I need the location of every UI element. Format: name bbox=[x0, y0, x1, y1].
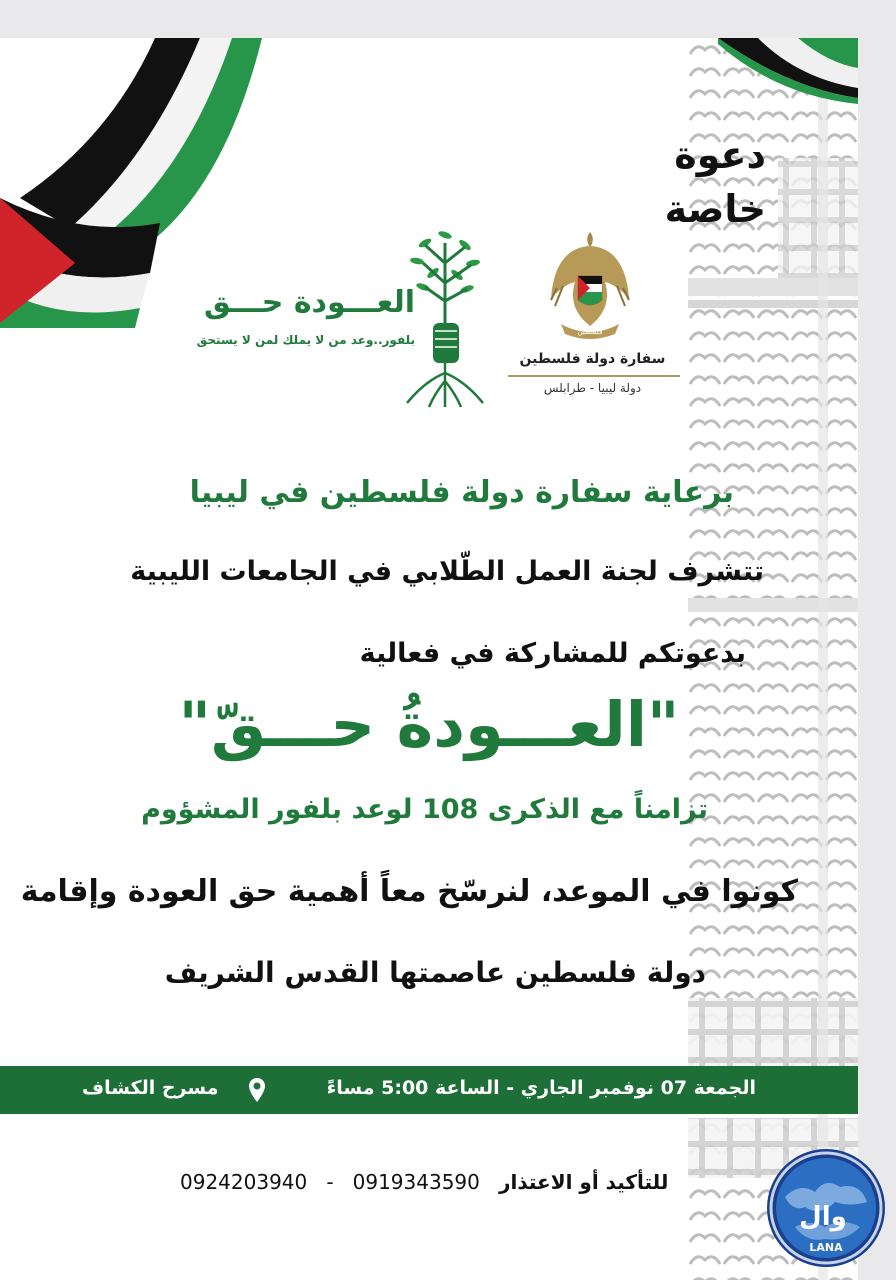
embassy-title: سفارة دولة فلسطين bbox=[519, 351, 666, 367]
phone-1: 0919343590 bbox=[352, 1170, 480, 1194]
lana-arabic-text: وال bbox=[799, 1202, 847, 1232]
sponsor-line: برعاية سفارة دولة فلسطين في ليبيا bbox=[189, 475, 734, 510]
awda-logo-title: العـــودة حـــق bbox=[203, 285, 415, 320]
embassy-subtitle: دولة ليبيا - طرابلس bbox=[543, 381, 642, 395]
awda-logo-subtitle: بلفور..وعد من لا يملك لمن لا يستحق bbox=[196, 333, 415, 347]
contact-line bbox=[180, 1170, 668, 1194]
special-invitation-title bbox=[626, 128, 766, 236]
event-name: "العـــودةُ حـــقّ" bbox=[178, 688, 680, 761]
call-line-2: دولة فلسطين عاصمتها القدس الشريف bbox=[164, 956, 706, 989]
phone-separator: - bbox=[326, 1170, 334, 1194]
host-line: تتشرف لجنة العمل الطّلابي في الجامعات الليبية bbox=[130, 556, 764, 587]
invitation-line: بدعوتكم للمشاركة في فعالية bbox=[359, 638, 746, 669]
event-datetime: الجمعة 07 نوفمبر الجاري - الساعة 5:00 مساءً bbox=[326, 1077, 756, 1099]
invitation-card bbox=[0, 38, 858, 1280]
embassy-divider bbox=[508, 375, 680, 377]
event-place: مسرح الكشاف bbox=[82, 1077, 219, 1099]
flag-ribbon-right bbox=[718, 38, 858, 108]
contact-label: للتأكيد أو الاعتذار bbox=[498, 1170, 669, 1194]
invite-line-2: خاصة bbox=[664, 187, 766, 231]
event-details-bar bbox=[0, 1066, 858, 1114]
palestine-eagle-emblem-icon bbox=[545, 228, 635, 343]
olive-tree-fist-icon bbox=[395, 223, 495, 408]
call-line-1: كونوا في الموعد، لنرسّخ معاً أهمية حق العودة وإقامة bbox=[20, 874, 798, 909]
emblem-caption: فلسطين bbox=[577, 328, 603, 336]
invite-line-1: دعوة bbox=[674, 133, 766, 177]
location-pin-icon bbox=[248, 1077, 266, 1103]
anniversary-line: تزامناً مع الذكرى 108 لوعد بلفور المشؤوم bbox=[141, 794, 708, 825]
phone-2: 0924203940 bbox=[180, 1170, 308, 1194]
lana-latin-text: LANA bbox=[809, 1241, 843, 1254]
lana-logo-watermark bbox=[765, 1147, 887, 1269]
